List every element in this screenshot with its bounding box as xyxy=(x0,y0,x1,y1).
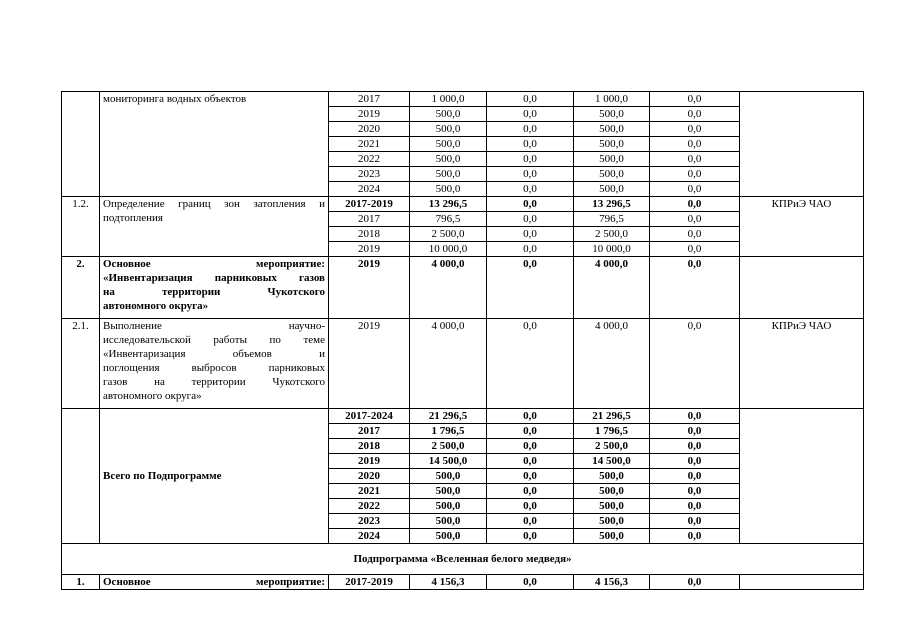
federal-cell: 0,0 xyxy=(487,499,574,514)
regional-cell: 796,5 xyxy=(574,212,650,227)
executor-cell xyxy=(740,92,864,197)
federal-cell: 0,0 xyxy=(487,227,574,242)
executor-cell xyxy=(740,575,864,590)
year-cell: 2018 xyxy=(329,439,410,454)
regional-cell: 2 500,0 xyxy=(574,227,650,242)
year-cell: 2023 xyxy=(329,514,410,529)
year-cell: 2024 xyxy=(329,182,410,197)
other-cell: 0,0 xyxy=(650,182,740,197)
subprogram-total-label: Всего по Подпрограмме xyxy=(100,409,329,544)
regional-cell: 500,0 xyxy=(574,469,650,484)
regional-cell: 500,0 xyxy=(574,499,650,514)
year-cell: 2021 xyxy=(329,137,410,152)
regional-cell: 500,0 xyxy=(574,107,650,122)
total-cell: 1 000,0 xyxy=(410,92,487,107)
year-cell: 2019 xyxy=(329,454,410,469)
regional-cell: 1 796,5 xyxy=(574,424,650,439)
year-cell: 2018 xyxy=(329,227,410,242)
total-cell: 13 296,5 xyxy=(410,197,487,212)
year-cell: 2019 xyxy=(329,107,410,122)
activity-name-line: «Инвентаризация парниковых газов xyxy=(103,272,325,284)
total-cell: 21 296,5 xyxy=(410,409,487,424)
regional-cell: 1 000,0 xyxy=(574,92,650,107)
other-cell: 0,0 xyxy=(650,152,740,167)
num-cell: 2.1. xyxy=(62,319,100,409)
year-cell: 2021 xyxy=(329,484,410,499)
activity-name xyxy=(100,197,329,257)
activity-name-word: мероприятие: xyxy=(255,576,325,588)
year-cell: 2023 xyxy=(329,167,410,182)
regional-cell: 500,0 xyxy=(574,529,650,544)
total-cell: 14 500,0 xyxy=(410,454,487,469)
other-cell: 0,0 xyxy=(650,122,740,137)
activity-name xyxy=(100,319,329,409)
year-cell: 2017-2019 xyxy=(329,575,410,590)
activity-name-line: автономного округа» xyxy=(103,300,209,312)
table-row xyxy=(62,92,864,107)
regional-cell: 4 000,0 xyxy=(574,257,650,319)
activity-name-line: поглощения выбросов парниковых xyxy=(103,362,325,374)
total-cell: 500,0 xyxy=(410,122,487,137)
federal-cell: 0,0 xyxy=(487,152,574,167)
total-cell: 10 000,0 xyxy=(410,242,487,257)
total-cell: 500,0 xyxy=(410,182,487,197)
other-cell: 0,0 xyxy=(650,137,740,152)
federal-cell: 0,0 xyxy=(487,529,574,544)
other-cell: 0,0 xyxy=(650,514,740,529)
other-cell: 0,0 xyxy=(650,469,740,484)
regional-cell: 500,0 xyxy=(574,122,650,137)
total-cell: 500,0 xyxy=(410,469,487,484)
regional-cell: 500,0 xyxy=(574,484,650,499)
total-cell: 1 796,5 xyxy=(410,424,487,439)
other-cell: 0,0 xyxy=(650,575,740,590)
activity-name xyxy=(100,257,329,319)
other-cell: 0,0 xyxy=(650,212,740,227)
year-cell: 2020 xyxy=(329,122,410,137)
table-row xyxy=(62,197,864,212)
activity-name: мониторинга водных объектов xyxy=(100,92,329,197)
executor-cell xyxy=(740,257,864,319)
federal-cell: 0,0 xyxy=(487,439,574,454)
total-cell: 4 156,3 xyxy=(410,575,487,590)
total-cell: 2 500,0 xyxy=(410,439,487,454)
federal-cell: 0,0 xyxy=(487,122,574,137)
federal-cell: 0,0 xyxy=(487,469,574,484)
other-cell: 0,0 xyxy=(650,409,740,424)
federal-cell: 0,0 xyxy=(487,424,574,439)
regional-cell: 2 500,0 xyxy=(574,439,650,454)
other-cell: 0,0 xyxy=(650,167,740,182)
subprogram-header: Подпрограмма «Вселенная белого медведя» xyxy=(62,544,864,575)
other-cell: 0,0 xyxy=(650,454,740,469)
regional-cell: 21 296,5 xyxy=(574,409,650,424)
year-cell: 2017 xyxy=(329,212,410,227)
activity-name-line: автономного округа» xyxy=(103,390,202,402)
other-cell: 0,0 xyxy=(650,499,740,514)
activity-name-line: подтопления xyxy=(103,212,163,224)
year-cell: 2017 xyxy=(329,92,410,107)
federal-cell: 0,0 xyxy=(487,92,574,107)
total-cell: 500,0 xyxy=(410,107,487,122)
federal-cell: 0,0 xyxy=(487,212,574,227)
other-cell: 0,0 xyxy=(650,257,740,319)
num-cell: 1. xyxy=(62,575,100,590)
total-cell: 796,5 xyxy=(410,212,487,227)
federal-cell: 0,0 xyxy=(487,242,574,257)
other-cell: 0,0 xyxy=(650,529,740,544)
total-cell: 2 500,0 xyxy=(410,227,487,242)
activity-name xyxy=(100,575,329,590)
regional-cell: 10 000,0 xyxy=(574,242,650,257)
federal-cell: 0,0 xyxy=(487,197,574,212)
other-cell: 0,0 xyxy=(650,92,740,107)
federal-cell: 0,0 xyxy=(487,514,574,529)
other-cell: 0,0 xyxy=(650,484,740,499)
total-cell: 500,0 xyxy=(410,514,487,529)
year-cell: 2017-2024 xyxy=(329,409,410,424)
federal-cell: 0,0 xyxy=(487,257,574,319)
year-cell: 2017 xyxy=(329,424,410,439)
other-cell: 0,0 xyxy=(650,319,740,409)
activity-name-line: газов на территории Чукотского xyxy=(103,376,325,388)
table-row xyxy=(62,575,864,590)
federal-cell: 0,0 xyxy=(487,167,574,182)
total-cell: 500,0 xyxy=(410,529,487,544)
other-cell: 0,0 xyxy=(650,227,740,242)
activity-name-word: Основное xyxy=(103,576,151,588)
activity-name-line: Определение границ зон затопления и xyxy=(103,198,325,210)
federal-cell: 0,0 xyxy=(487,575,574,590)
total-cell: 500,0 xyxy=(410,137,487,152)
federal-cell: 0,0 xyxy=(487,409,574,424)
activity-name-line: на территории Чукотского xyxy=(103,286,325,298)
year-cell: 2024 xyxy=(329,529,410,544)
year-cell: 2017-2019 xyxy=(329,197,410,212)
federal-cell: 0,0 xyxy=(487,484,574,499)
regional-cell: 13 296,5 xyxy=(574,197,650,212)
other-cell: 0,0 xyxy=(650,197,740,212)
num-cell: 1.2. xyxy=(62,197,100,257)
num-cell: 2. xyxy=(62,257,100,319)
year-cell: 2019 xyxy=(329,319,410,409)
regional-cell: 14 500,0 xyxy=(574,454,650,469)
executor-cell: КПРиЭ ЧАО xyxy=(740,197,864,257)
total-cell: 4 000,0 xyxy=(410,257,487,319)
federal-cell: 0,0 xyxy=(487,182,574,197)
year-cell: 2022 xyxy=(329,152,410,167)
total-cell: 500,0 xyxy=(410,499,487,514)
table-row xyxy=(62,319,864,409)
regional-cell: 500,0 xyxy=(574,514,650,529)
total-cell: 500,0 xyxy=(410,167,487,182)
total-cell: 500,0 xyxy=(410,152,487,167)
activity-name-line: Основное мероприятие: xyxy=(103,258,325,270)
activity-name-line: исследовательской работы по теме xyxy=(103,334,325,346)
federal-cell: 0,0 xyxy=(487,319,574,409)
num-cell xyxy=(62,92,100,197)
other-cell: 0,0 xyxy=(650,242,740,257)
year-cell: 2020 xyxy=(329,469,410,484)
regional-cell: 4 000,0 xyxy=(574,319,650,409)
federal-cell: 0,0 xyxy=(487,107,574,122)
activity-name-line: Выполнение научно- xyxy=(103,320,325,332)
regional-cell: 500,0 xyxy=(574,152,650,167)
regional-cell: 500,0 xyxy=(574,137,650,152)
year-cell: 2019 xyxy=(329,257,410,319)
total-cell: 4 000,0 xyxy=(410,319,487,409)
federal-cell: 0,0 xyxy=(487,137,574,152)
table-row xyxy=(62,544,864,575)
executor-cell: КПРиЭ ЧАО xyxy=(740,319,864,409)
other-cell: 0,0 xyxy=(650,107,740,122)
num-cell xyxy=(62,409,100,544)
funding-table xyxy=(61,91,864,590)
total-cell: 500,0 xyxy=(410,484,487,499)
other-cell: 0,0 xyxy=(650,424,740,439)
executor-cell xyxy=(740,409,864,544)
year-cell: 2022 xyxy=(329,499,410,514)
year-cell: 2019 xyxy=(329,242,410,257)
table-row xyxy=(62,409,864,424)
activity-name-line: «Инвентаризация объемов и xyxy=(103,348,325,360)
table-row xyxy=(62,257,864,319)
regional-cell: 4 156,3 xyxy=(574,575,650,590)
other-cell: 0,0 xyxy=(650,439,740,454)
federal-cell: 0,0 xyxy=(487,454,574,469)
regional-cell: 500,0 xyxy=(574,167,650,182)
regional-cell: 500,0 xyxy=(574,182,650,197)
